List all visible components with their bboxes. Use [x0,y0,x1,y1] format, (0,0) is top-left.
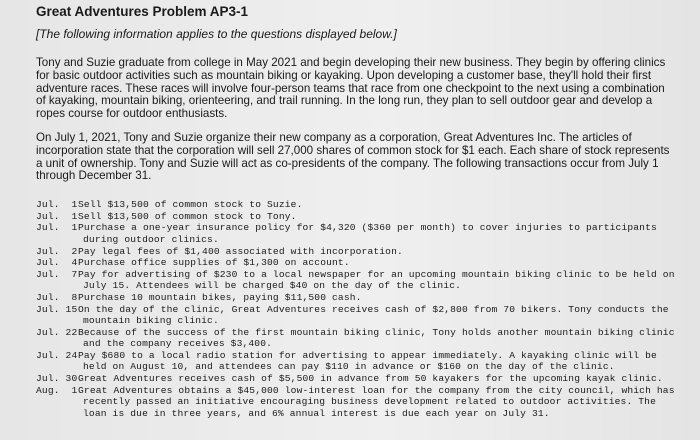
transaction-date: Jul. 15 [36,303,78,315]
intro-paragraph: Tony and Suzie graduate from college in May 2021 and begin developing their new business. They begin by offering clinics for basic outdoor activities such as mountain biking or kayaking. Upon developing a customer base, they'll hold their first adventure races. These races will involve four-person teams that race from one checkpoint to the next using a combination of kayaking, mountain biking, orienteering, and trail running. In the long run, they plan to sell outdoor gear and develop a ropes course for outdoor enthusiasts. [36,56,666,121]
transaction-item [36,246,684,258]
transaction-item [36,327,684,350]
transaction-text: Great Adventures receives cash of $5,500 in advance from 50 kayakers for the upcoming kayak clinic. [78,373,663,385]
transaction-text: Purchase 10 mountain bikes, paying $11,500 cash. [78,291,362,303]
transaction-item [36,350,684,373]
transaction-date: Jul. 1 [36,222,78,234]
transaction-text: Purchase office supplies of $1,300 on account. [78,257,350,269]
problem-title: Great Adventures Problem AP3-1 [36,4,249,19]
transaction-date: Jul. 1 [36,210,78,222]
transaction-item [36,292,684,304]
transaction-text: Pay $680 to a local radio station for advertising to appear immediately. A kayaking clinic will be held on August 10, and attendees can pay $110 in advance or $160 on the day of the clinic. [78,349,657,373]
transaction-item [36,269,684,292]
transaction-item [36,304,684,327]
transaction-item [36,373,684,385]
transaction-date: Jul. 24 [36,349,78,361]
transaction-text: Pay for advertising of $230 to a local newspaper for an upcoming mountain biking clinic to be held on July 15. Attendees will be charged $40 on the day of the clinic. [78,268,675,292]
transaction-list [36,199,684,419]
transaction-date: Jul. 1 [36,199,78,211]
transaction-date: Jul. 4 [36,257,78,269]
transaction-date: Aug. 1 [36,384,78,396]
transaction-text: Sell $13,500 of common stock to Tony. [78,210,297,222]
transaction-text: Pay legal fees of $1,400 associated with incorporation. [78,245,403,257]
transaction-date: Jul. 30 [36,373,78,385]
transaction-date: Jul. 7 [36,268,78,280]
problem-subtitle: [The following information applies to the questions displayed below.] [36,27,397,41]
organization-paragraph: On July 1, 2021, Tony and Suzie organize their new company as a corporation, Great Adventures Inc. The articles of incorporation state that the corporation will sell 27,000 shares of common stock for $1 each. Each share of stock represents a unit of ownership. Tony and Suzie will act as co-presidents of the company. The following transactions occur from July 1 through December 31. [36,130,670,183]
transaction-text: Great Adventures obtains a $45,000 low-interest loan for the company from the city council, which has recently passed an initiative encouraging business development related to outdoor activities. The loan is due in three years, and 6% annual interest is due each year on July 31. [78,384,675,419]
transaction-item [36,257,684,269]
transaction-item [36,385,684,420]
transaction-item [36,222,684,245]
transaction-text: Purchase a one-year insurance policy for $4,320 ($360 per month) to cover injuries to participants during outdoor clinics. [78,222,657,245]
transaction-date: Jul. 8 [36,291,78,303]
transaction-text: On the day of the clinic, Great Adventures receives cash of $2,800 from 70 bikers. Tony conducts the mountain biking clinic. [78,303,669,327]
transaction-date: Jul. 22 [36,326,78,338]
transaction-text: Sell $13,500 of common stock to Suzie. [78,199,303,211]
transaction-date: Jul. 2 [36,245,78,257]
transaction-item [36,199,684,211]
transaction-item [36,211,684,223]
transaction-text: Because of the success of the first mountain biking clinic, Tony holds another mountain biking clinic and the company receives $3,400. [78,326,675,350]
